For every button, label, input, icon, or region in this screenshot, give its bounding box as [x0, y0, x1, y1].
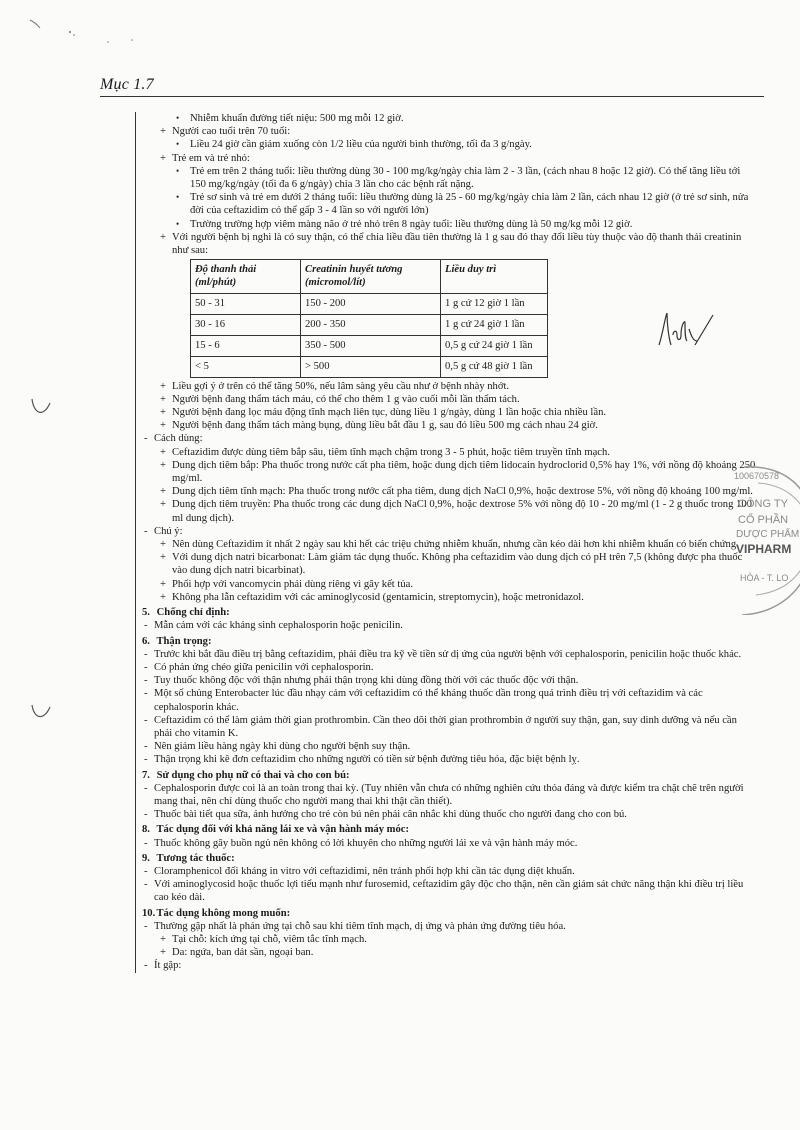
list-item-text: Thận trọng khi kê đơn ceftazidim cho những người có tiền sử bệnh đường tiêu hóa, đặc biệt bệnh lỵ.: [154, 754, 580, 766]
section-number: 6.: [142, 635, 150, 647]
bullet-marker: +: [160, 126, 166, 138]
list-item: [142, 878, 757, 904]
document-body: [135, 112, 757, 973]
list-item-text: Tuy thuốc không độc với thận nhưng phải thận trọng khi dùng đồng thời với các thuốc độc với thận.: [154, 675, 579, 687]
list-item: [142, 380, 757, 393]
list-item-text: Nên dùng Ceftazidim ít nhất 2 ngày sau khi hết các triệu chứng nhiễm khuẩn, nhưng cần kéo dài hơn khi nhiễm khuẩn có biến chứng.: [172, 539, 739, 551]
list-item: [142, 946, 757, 959]
list-item-text: Một số chủng Enterobacter lúc đầu nhạy cảm với ceftazidim có thể kháng thuốc dần trong quá trình điều trị với ceftazidim và các cephalosporin khác.: [154, 688, 703, 713]
list-item-text: Tại chỗ: kích ứng tại chỗ, viêm tắc tĩnh mạch.: [172, 933, 367, 945]
list-item-text: Liều gợi ý ở trên có thể tăng 50%, nếu lâm sàng yêu cầu như ở bệnh nhày nhớt.: [172, 380, 510, 392]
table-cell: 50 - 31: [191, 293, 301, 314]
bullet-marker: -: [144, 433, 148, 445]
bullet-marker: +: [160, 393, 166, 405]
bullet-marker: •: [176, 113, 180, 123]
list-item: [142, 538, 757, 551]
list-item-text: Trẻ em và trẻ nhỏ:: [172, 152, 250, 164]
list-item-text: Với aminoglycosid hoặc thuốc lợi tiểu mạnh như furosemid, ceftazidim gây độc cho thận, nên cần giám sát chức năng thận khi điều trị liều cao kéo dài.: [154, 879, 744, 904]
bullet-marker: -: [144, 920, 148, 932]
list-item: [142, 619, 757, 632]
list-item-text: Cách dùng:: [154, 433, 203, 445]
list-item-text: Có phản ứng chéo giữa penicilin với cephalosporin.: [154, 661, 374, 673]
bullet-marker: -: [144, 675, 148, 687]
list-item-text: Dung dịch tiêm tĩnh mạch: Pha thuốc trong nước cất pha tiêm, dung dịch NaCl 0,9%, hoặc dextrose 5%, với nồng độ khoảng 100 mg/ml.: [172, 486, 753, 498]
table-row: [191, 335, 548, 356]
svg-text:CỔ PHẦN: CỔ PHẦN: [738, 514, 789, 526]
section-number: 8.: [142, 824, 150, 836]
table-cell: 150 - 200: [301, 293, 441, 314]
list-item: [142, 525, 757, 538]
list-item-text: Với người bệnh bị nghi là có suy thận, có thể chia liều đầu tiên thường là 1 g sau đó thay đổi liều tùy thuộc vào độ thanh thải creatinin như sau:: [172, 231, 742, 257]
list-item: [142, 740, 757, 753]
bullet-marker: +: [160, 486, 166, 498]
list-item: [142, 112, 757, 125]
list-item: [142, 231, 757, 257]
list-item: [142, 406, 757, 419]
bullet-marker: +: [160, 552, 166, 564]
scan-speckles: [28, 16, 138, 46]
list-item: [142, 393, 757, 406]
dosage-list: [142, 112, 757, 257]
bullet-marker: -: [144, 620, 148, 632]
bullet-marker: +: [160, 947, 166, 959]
list-item: [142, 714, 757, 740]
list-item-text: Mẫn cảm với các kháng sinh cephalosporin hoặc penicilin.: [154, 620, 403, 632]
list-item: [142, 933, 757, 946]
list-item: [142, 865, 757, 878]
list-item: [142, 432, 757, 445]
list-item: [142, 674, 757, 687]
list-item-text: Ceftazidim được dùng tiêm bắp sâu, tiêm tĩnh mạch chậm trong 3 - 5 phút, hoặc tiêm truyền tĩnh mạch.: [172, 446, 610, 458]
list-item-text: Người bệnh đang lọc máu động tĩnh mạch liên tục, dùng liều 1 g/ngày, dùng 1 lần hoặc chia nhiều lần.: [172, 407, 607, 419]
bullet-marker: -: [144, 688, 148, 700]
list-item-text: Trước khi bắt đầu điều trị bằng ceftazidim, phải điều tra kỹ về tiền sử dị ứng của người bệnh với cephalosporin, penicilin hoặc thuốc khác.: [154, 648, 742, 660]
table-header-cell: Liều duy trì: [441, 260, 548, 293]
bullet-marker: +: [160, 407, 166, 419]
table-cell: 1 g cứ 24 giờ 1 lần: [441, 314, 548, 335]
section-heading: [142, 606, 757, 619]
bullet-marker: +: [160, 933, 166, 945]
list-item-text: Người bệnh đang thẩm tách máu, có thể cho thêm 1 g vào cuối mỗi lần thẩm tách.: [172, 393, 520, 405]
table-header-cell: Độ thanh thải (ml/phút): [191, 260, 301, 293]
section-heading: [142, 852, 757, 865]
list-item-text: Thuốc bài tiết qua sữa, ảnh hưởng cho trẻ còn bú nên phải cân nhắc khi dùng thuốc cho người đang cho con bú.: [154, 809, 627, 821]
table-cell: 30 - 16: [191, 314, 301, 335]
list-item-text: Người bệnh đang thẩm tách màng bụng, dùng liều bắt đầu 1 g, sau đó liều 500 mg cách nhau 24 giờ.: [172, 420, 598, 432]
list-item: [142, 218, 757, 231]
table-cell: < 5: [191, 356, 301, 377]
bullet-marker: -: [144, 960, 148, 972]
company-seal: [722, 465, 800, 615]
list-item-text: Trường trường hợp viêm màng não ở trẻ nhỏ trên 8 ngày tuổi: liều thường dùng là 50 mg/kg mỗi 12 giờ.: [190, 218, 633, 230]
list-item-text: Thường gặp nhất là phản ứng tại chỗ sau khi tiêm tĩnh mạch, dị ứng và phản ứng đường tiêu hóa.: [154, 920, 566, 932]
bullet-marker: •: [176, 192, 180, 203]
bullet-marker: +: [160, 539, 166, 551]
list-item: [142, 782, 757, 808]
table-cell: 0,5 g cứ 48 giờ 1 lần: [441, 356, 548, 377]
list-item: [142, 191, 757, 217]
list-item: [142, 138, 757, 151]
list-item: [142, 485, 757, 498]
scan-marks: [30, 395, 52, 725]
list-item: [142, 551, 757, 577]
svg-text:HÒA - T. LO: HÒA - T. LO: [740, 573, 789, 583]
bullet-marker: -: [144, 879, 148, 891]
list-item-text: Liều 24 giờ cần giảm xuống còn 1/2 liều của người bình thường, tối đa 3 g/ngày.: [190, 139, 532, 151]
list-item-text: Thận trọng:: [156, 635, 212, 647]
list-item-text: Tác dụng đối với khả năng lái xe và vận hành máy móc:: [156, 824, 409, 836]
list-item-text: Thuốc không gây buồn ngủ nên không có lời khuyên cho những người lái xe và vận hành máy móc.: [154, 837, 578, 849]
list-item-text: Phối hợp với vancomycin phải dùng riêng vì gây kết tủa.: [172, 578, 413, 590]
list-item: [142, 959, 757, 972]
table-row: [191, 356, 548, 377]
list-item: [142, 498, 757, 524]
table-header-cell: Creatinin huyết tương (micromol/lít): [301, 260, 441, 293]
list-item: [142, 419, 757, 432]
section-number: 9.: [142, 852, 150, 864]
section-number: 7.: [142, 769, 150, 781]
renal-dosage-table: [190, 259, 548, 377]
table-cell: > 500: [301, 356, 441, 377]
table-cell: 350 - 500: [301, 335, 441, 356]
bullet-marker: -: [144, 837, 148, 849]
list-item: [142, 591, 757, 604]
list-item-text: Chống chỉ định:: [156, 607, 230, 619]
list-item-text: Với dung dịch natri bicarbonat: Làm giảm tác dụng thuốc. Không pha ceftazidim vào dung dịch có pH trên 7,5 (không được pha thuốc vào dung dịch natri bicarbinat).: [172, 552, 743, 577]
bullet-marker: •: [176, 165, 180, 176]
bullet-marker: -: [144, 741, 148, 753]
section-heading: [142, 907, 757, 920]
list-item: [142, 648, 757, 661]
list-item-text: Ceftazidim có thể làm giảm thời gian prothrombin. Cần theo dõi thời gian prothrombin ở người suy thận, gan, suy dinh dưỡng và nếu cần phải cho vitamin K.: [154, 714, 737, 739]
bullet-marker: +: [160, 420, 166, 432]
bullet-marker: +: [160, 591, 166, 603]
svg-text:100670578: 100670578: [734, 471, 780, 481]
list-item-text: Cephalosporin được coi là an toàn trong thai kỳ. (Tuy nhiên vẫn chưa có những nghiên cứu thỏa đáng và được kiểm tra chặt chẽ trên người mang thai, nên chỉ dùng thuốc cho người mang thai khi thật cần thiết).: [154, 782, 744, 807]
list-item-text: Sử dụng cho phụ nữ có thai và cho con bú:: [156, 769, 350, 781]
svg-text:DƯỢC PHẨM: DƯỢC PHẨM: [736, 529, 800, 540]
bullet-marker: -: [144, 714, 148, 726]
svg-text:CÔNG TY: CÔNG TY: [738, 498, 788, 510]
list-item: [142, 125, 757, 138]
bullet-marker: -: [144, 525, 148, 537]
list-item-text: Nhiễm khuẩn đường tiết niệu: 500 mg mỗi 12 giờ.: [190, 113, 404, 124]
bullet-marker: •: [176, 218, 180, 229]
list-item: [142, 920, 757, 933]
list-item: [142, 753, 757, 766]
bullet-marker: +: [160, 231, 166, 243]
section-number: 10.: [142, 907, 156, 919]
bullet-marker: -: [144, 754, 148, 766]
table-header-row: [191, 260, 548, 293]
list-item: [142, 808, 757, 821]
table-cell: 200 - 350: [301, 314, 441, 335]
bullet-marker: +: [160, 499, 166, 511]
list-item-text: Nên giảm liều hàng ngày khi dùng cho người bệnh suy thận.: [154, 741, 411, 753]
bullet-marker: +: [160, 446, 166, 458]
section-heading: [142, 635, 757, 648]
list-item-text: Dung dịch tiêm truyền: Pha thuốc trong các dung dịch NaCl 0,9%, hoặc dextrose 5% với nồng độ 10 - 20 mg/ml (1 - 2 g thuốc trong 100 ml dung dịch).: [172, 499, 752, 524]
list-item-text: Không pha lẫn ceftazidim với các aminoglycosid (gentamicin, streptomycin), hoặc metronidazol.: [172, 591, 584, 603]
list-item: [142, 446, 757, 459]
list-item: [142, 661, 757, 674]
list-item-text: Người cao tuổi trên 70 tuổi:: [172, 126, 291, 138]
list-item: [142, 165, 757, 191]
handwritten-signature: [655, 305, 715, 350]
list-item-text: Trẻ sơ sinh và trẻ em dưới 2 tháng tuổi: liều thường dùng là 25 - 60 mg/kg/ngày chia làm 2 lần, cách nhau 12 giờ (ở trẻ sơ sinh, nửa đời của ceftazidim có thể gấp 3 - 4 lần so với người lớn): [190, 192, 749, 217]
table-row: [191, 314, 548, 335]
bullet-marker: •: [176, 139, 180, 150]
table-row: [191, 293, 548, 314]
bullet-marker: -: [144, 648, 148, 660]
list-item: [142, 837, 757, 850]
bullet-marker: +: [160, 459, 166, 471]
section-heading: [142, 769, 757, 782]
bullet-marker: -: [144, 809, 148, 821]
section-number: 5.: [142, 607, 150, 619]
list-item-text: Trẻ em trên 2 tháng tuổi: liều thường dùng 30 - 100 mg/kg/ngày chia làm 2 - 3 lần, (cách nhau 8 hoặc 12 giờ). Có thể tăng liều tới 150 mg/kg/ngày (tối đa 6 g/ngày) chia 3 lần cho các bệnh rất nặng.: [190, 165, 741, 191]
list-item: [142, 687, 757, 713]
list-item-text: Da: ngứa, ban dát sần, ngoại ban.: [172, 947, 314, 959]
list-item: [142, 459, 757, 485]
bullet-marker: -: [144, 661, 148, 673]
section-heading: [142, 823, 757, 836]
list-item-text: Tương tác thuốc:: [156, 852, 235, 864]
header-divider: [100, 96, 764, 97]
table-cell: 15 - 6: [191, 335, 301, 356]
instructions-list: [142, 380, 757, 973]
list-item-text: Ít gặp:: [154, 960, 182, 972]
bullet-marker: -: [144, 865, 148, 877]
bullet-marker: +: [160, 578, 166, 590]
bullet-marker: +: [160, 380, 166, 392]
svg-text:VIPHARM: VIPHARM: [736, 542, 792, 556]
list-item: [142, 152, 757, 165]
list-item-text: Cloramphenicol đối kháng in vitro với ceftazidimi, nên tránh phối hợp khi cần tác dụng diệt khuẩn.: [154, 865, 575, 877]
list-item-text: Tác dụng không mong muốn:: [156, 907, 291, 919]
bullet-marker: -: [144, 782, 148, 794]
table-cell: 0,5 g cứ 24 giờ 1 lần: [441, 335, 548, 356]
list-item: [142, 578, 757, 591]
bullet-marker: +: [160, 152, 166, 164]
list-item-text: Chú ý:: [154, 525, 183, 537]
list-item-text: Dung dịch tiêm bắp: Pha thuốc trong nước cất pha tiêm, hoặc dung dịch tiêm lidocain hydroclorid 0,5% hay 1%, với nồng độ khoảng 250 mg/ml.: [172, 459, 756, 485]
section-heading-muc: Mục 1.7: [100, 76, 154, 93]
table-cell: 1 g cứ 12 giờ 1 lần: [441, 293, 548, 314]
